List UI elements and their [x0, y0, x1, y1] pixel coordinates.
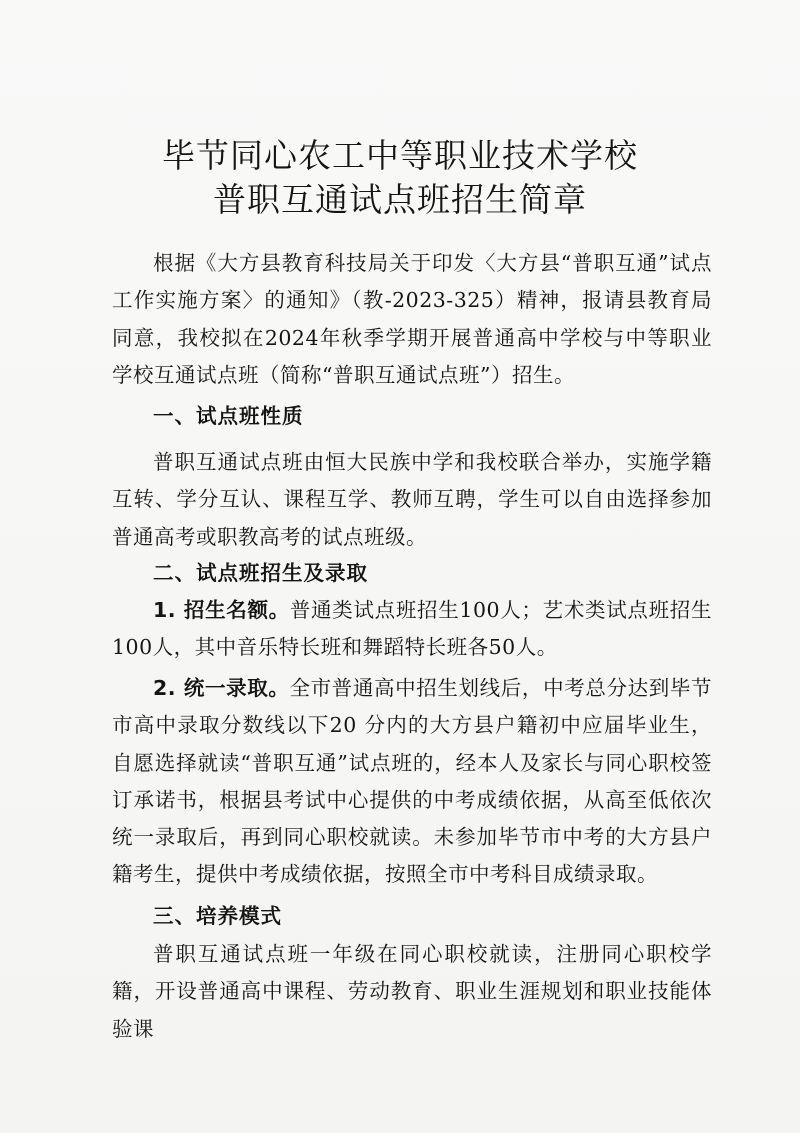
unified-admission-paragraph	[112, 670, 712, 894]
unified-admission-label: 2. 统一录取。	[153, 676, 290, 700]
section1-heading: 一、试点班性质	[153, 404, 304, 428]
enrollment-quota-label: 1. 招生名额。	[153, 598, 290, 622]
enrollment-quota-paragraph	[112, 592, 712, 667]
section3-body: 普职互通试点班一年级在同心职校就读，注册同心职校学籍，开设普通高中课程、劳动教育、职业生涯规划和职业技能体验课	[112, 942, 712, 1041]
section3-heading: 三、培养模式	[153, 904, 282, 928]
intro-paragraph: 根据《大方县教育科技局关于印发〈大方县“普职互通”试点工作实施方案〉的通知》（教-2023-325）精神，报请县教育局同意，我校拟在2024年秋季学期开展普通高中学校与中等职业学校互通试点班（简称“普职互通试点班”）招生。	[112, 251, 712, 387]
document-title-line1: 毕节同心农工中等职业技术学校	[162, 136, 638, 175]
unified-admission-text: 全市普通高中招生划线后，中考总分达到毕节市高中录取分数线以下20 分内的大方县户籍初中应届毕业生，自愿选择就读“普职互通”试点班的，经本人及家长与同心职校签订承诺书，根据县考试中心提供的中考成绩依据，从高至低依次统一录取后，再到同心职校就读。未参加毕节市中考的大方县户籍考生，提供中考成绩依据，按照全市中考科目成绩录取。	[112, 676, 712, 887]
section2-heading: 二、试点班招生及录取	[153, 561, 368, 585]
section1-body: 普职互通试点班由恒大民族中学和我校联合举办，实施学籍互转、学分互认、课程互学、教师互聘，学生可以自由选择参加普通高考或职教高考的试点班级。	[112, 450, 712, 549]
document-title-line2: 普职互通试点班招生简章	[213, 180, 587, 219]
enrollment-quota-text: 普通类试点班招生100人；艺术类试点班招生100人，其中音乐特长班和舞蹈特长班各50人。	[112, 598, 712, 660]
